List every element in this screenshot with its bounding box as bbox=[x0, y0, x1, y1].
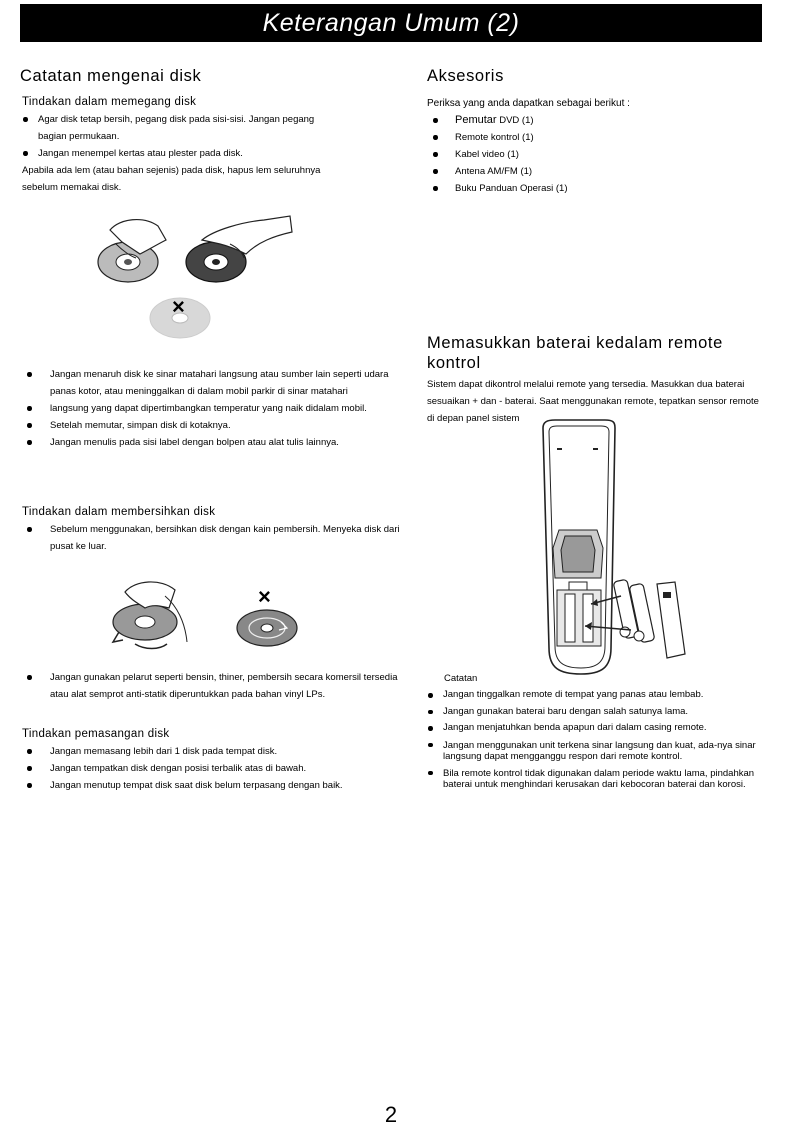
disk-circular-wipe-wrong-illustration bbox=[237, 584, 297, 646]
accessory-item-manual bbox=[427, 180, 767, 197]
disk-cleaning-list bbox=[22, 521, 400, 555]
disk-handling-subheading: Tindakan dalam memegang disk bbox=[22, 96, 197, 108]
battery-heading-line1: Memasukkan baterai kedalam remote bbox=[427, 334, 723, 352]
accessories-heading: Aksesoris bbox=[427, 67, 504, 85]
notes-label: Catatan bbox=[444, 673, 478, 684]
disk-notes-heading: Catatan mengenai disk bbox=[20, 67, 202, 85]
disk-wrong-illustration bbox=[150, 294, 210, 338]
page-title: Keterangan Umum (2) bbox=[262, 9, 520, 37]
list-item: Jangan menjatuhkan benda apapun dari dalam casing remote. bbox=[427, 720, 772, 737]
list-item: Jangan menempel kertas atau plester pada disk. bbox=[22, 145, 327, 162]
remote-control-illustration bbox=[543, 420, 615, 674]
battery-heading bbox=[427, 333, 777, 373]
page-title-bar bbox=[20, 4, 762, 42]
list-item: Jangan menulis pada sisi label dengan bolpen atau alat tulis lainnya. bbox=[22, 434, 400, 451]
list-item: langsung yang dapat dipertimbangkan temperatur yang naik didalam mobil. bbox=[22, 400, 400, 417]
battery-illustration bbox=[613, 579, 655, 643]
battery-notes-list bbox=[427, 687, 772, 790]
svg-text:×: × bbox=[258, 584, 271, 609]
disk-storage-section bbox=[22, 366, 400, 451]
list-item: Jangan tempatkan disk dengan posisi terbalik atas di bawah. bbox=[22, 760, 400, 777]
battery-cover-illustration bbox=[657, 582, 685, 658]
list-item: Sebelum menggunakan, bersihkan disk dengan kain pembersih. Menyeka disk dari pusat ke luar. bbox=[22, 521, 400, 555]
accessory-item-antenna bbox=[427, 163, 767, 180]
battery-notes-section bbox=[427, 670, 772, 790]
list-item: Bila remote kontrol tidak digunakan dalam periode waktu lama, pindahkan baterai untuk menghindari kerusakan dari kebocoran baterai dan korosi. bbox=[427, 765, 772, 790]
list-item: Jangan tinggalkan remote di tempat yang panas atau lembab. bbox=[427, 687, 772, 704]
disk-handling-illustration bbox=[92, 210, 302, 345]
disk-notes-section bbox=[20, 66, 400, 86]
hand-holding-disk-edge-illustration bbox=[98, 220, 166, 282]
accessory-label: DVD (1) bbox=[496, 115, 534, 126]
list-item: Jangan gunakan baterai baru dengan salah satunya lama. bbox=[427, 704, 772, 721]
accessories-list bbox=[427, 112, 767, 197]
battery-heading-line2: kontrol bbox=[427, 354, 481, 372]
hand-wiping-disk-illustration bbox=[113, 582, 187, 649]
accessory-item-remote bbox=[427, 129, 767, 146]
list-item: Jangan menaruh disk ke sinar matahari langsung atau sumber lain seperti udara panas kotor, atau meninggalkan di dalam mobil parkir di sinar matahari bbox=[22, 366, 400, 400]
glue-paragraph: Apabila ada lem (atau bahan sejenis) pada disk, hapus lem seluruhnya sebelum memakai disk. bbox=[22, 165, 321, 193]
accessory-item-video-cable bbox=[427, 146, 767, 163]
accessory-prefix: Pemutar bbox=[455, 114, 497, 126]
list-item: Jangan menutup tempat disk saat disk belum terpasang dengan baik. bbox=[22, 777, 400, 794]
disk-storage-list bbox=[22, 366, 400, 451]
disk-solvent-section bbox=[22, 669, 400, 703]
remote-battery-illustration bbox=[535, 418, 695, 676]
disk-handling-section bbox=[22, 95, 327, 196]
disk-installation-subheading: Tindakan pemasangan disk bbox=[22, 728, 170, 740]
list-item: Setelah memutar, simpan disk di kotaknya. bbox=[22, 417, 400, 434]
disk-cleaning-section bbox=[22, 505, 400, 555]
list-item: Jangan gunakan pelarut seperti bensin, thiner, pembersih secara komersil tersedia atau alat semprot anti-statik diperuntukkan pada bahan vinyl LPs. bbox=[22, 669, 400, 703]
disk-installation-list bbox=[22, 743, 400, 794]
page-number: 2 bbox=[384, 1102, 398, 1125]
accessory-item-dvd-player bbox=[427, 112, 767, 129]
battery-section bbox=[427, 333, 777, 427]
list-item: Jangan memasang lebih dari 1 disk pada tempat disk. bbox=[22, 743, 400, 760]
disk-cleaning-illustration bbox=[105, 572, 310, 662]
disk-installation-section bbox=[22, 727, 400, 794]
disk-cleaning-subheading: Tindakan dalam membersihkan disk bbox=[22, 506, 216, 518]
accessory-label: Antena AM/FM (1) bbox=[455, 166, 533, 177]
accessory-label: Kabel video (1) bbox=[455, 149, 519, 160]
accessory-label: Buku Panduan Operasi (1) bbox=[455, 183, 568, 194]
list-item: Jangan menggunakan unit terkena sinar langsung dan kuat, ada-nya sinar langsung dapat mengganggu respon dari remote kontrol. bbox=[427, 737, 772, 765]
disk-solvent-list bbox=[22, 669, 400, 703]
disk-handling-list bbox=[22, 111, 327, 162]
accessories-intro: Periksa yang anda dapatkan sebagai berikut : bbox=[427, 98, 630, 109]
svg-text:×: × bbox=[172, 294, 185, 319]
accessory-label: Remote kontrol (1) bbox=[455, 132, 534, 143]
accessories-section bbox=[427, 66, 767, 197]
battery-paragraph: Sistem dapat dikontrol melalui remote yang tersedia. Masukkan dua baterai sesuaikan + dan - baterai. Saat menggunakan remote, tepatkan sensor remote di depan panel sistem bbox=[427, 379, 759, 424]
hand-holding-disk-correct-illustration bbox=[186, 216, 292, 282]
list-item: Agar disk tetap bersih, pegang disk pada sisi-sisi. Jangan pegang bagian permukaan. bbox=[22, 111, 327, 145]
